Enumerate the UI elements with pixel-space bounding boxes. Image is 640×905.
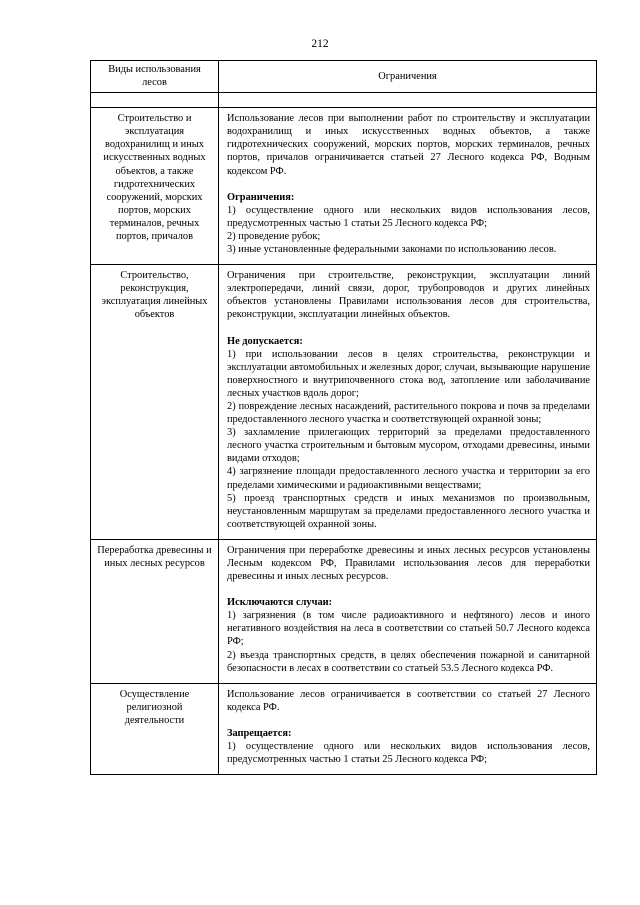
restriction-title: Исключаются случаи:	[227, 597, 333, 609]
restriction-item: 1) осуществление одного или нескольких видов использования лесов, предусмотренных частью 1 статьи 25 Лесного кодекса РФ;	[227, 741, 590, 766]
table-row	[91, 265, 597, 540]
use-type-cell: Переработка древесины и иных лесных ресурсов	[91, 539, 219, 683]
restriction-item: 5) проезд транспортных средств и иных механизмов по произвольным, неустановленным маршрутам за пределами предоставленного лесного участка и соответствующей охранной зоны.	[227, 492, 590, 530]
restrictions-cell	[219, 539, 597, 683]
use-type-cell: Строительство и эксплуатация водохранилищ и иных искусственных водных объектов, а также гидротехнических сооружений, морских портов, морских терминалов, речных портов, причалов	[91, 108, 219, 265]
table-row	[91, 683, 597, 774]
restriction-intro: Ограничения при переработке древесины и иных лесных ресурсов установлены Лесным кодексом РФ, Правилами использования лесов для переработки древесины и иных лесных ресурсов.	[227, 544, 590, 583]
restriction-item: 3) захламление прилегающих территорий за пределами предоставленного лесного участка строительным и бытовым мусором, отходами древесины, иными видами отходов;	[227, 427, 590, 465]
restriction-item: 1) осуществление одного или нескольких видов использования лесов, предусмотренных частью 1 статьи 25 Лесного кодекса РФ;	[227, 204, 590, 229]
use-type-cell: Осуществление религиозной деятельности	[91, 683, 219, 774]
restriction-title: Ограничения:	[227, 191, 295, 203]
table-row	[91, 539, 597, 683]
restrictions-cell	[219, 683, 597, 774]
restriction-item: 4) загрязнение площади предоставленного лесного участка и территории за его пределами химическими и радиоактивными веществами;	[227, 466, 590, 491]
restriction-item: 1) загрязнения (в том числе радиоактивного и нефтяного) лесов и иного негативного воздействия на леса в соответствии со статьей 50.7 Лесного кодекса РФ;	[227, 610, 590, 648]
empty-cell	[219, 93, 597, 108]
page-number: 212	[311, 38, 329, 50]
header-forest-use-types: Виды использования лесов	[91, 61, 219, 93]
restriction-item: 2) въезда транспортных средств, в целях обеспечения пожарной и санитарной безопасности в лесах в соответствии со статьей 53.5 Лесного кодекса РФ.	[227, 649, 590, 674]
restriction-item: 1) при использовании лесов в целях строительства, реконструкции и эксплуатации автомобильных и железных дорог, случаи, вызывающие нарушение поверхностного и внутрипочвенного стока вод, затопление или заболачивание лесных участков вдоль дорог;	[227, 348, 590, 399]
use-type-cell: Строительство, реконструкция, эксплуатация линейных объектов	[91, 265, 219, 540]
restrictions-table	[90, 60, 597, 775]
empty-row	[91, 93, 597, 108]
restriction-item: 3) иные установленные федеральными законами по использованию лесов.	[227, 244, 557, 256]
restriction-intro: Использование лесов при выполнении работ по строительству и эксплуатации водохранилищ и иных искусственных водных объектов, а также гидротехнических сооружений, морских портов, морских терминалов, речных портов, причалов ограничивается статьей 27 Лесного кодекса РФ, Водным кодексом РФ.	[227, 113, 590, 177]
table-header-row	[91, 61, 597, 93]
restrictions-cell	[219, 265, 597, 540]
restriction-intro: Использование лесов ограничивается в соответствии со статьей 27 Лесного кодекса РФ.	[227, 688, 590, 713]
restrictions-cell	[219, 108, 597, 265]
restriction-title: Не допускается:	[227, 335, 303, 347]
table-row	[91, 108, 597, 265]
restriction-intro: Ограничения при строительстве, реконструкции, эксплуатации линий электропередачи, линий связи, дорог, трубопроводов и других линейных объектов установлены Правилами использования лесов для строительства, реконструкции, эксплуатации линейных объектов.	[227, 270, 590, 321]
header-restrictions: Ограничения	[219, 61, 597, 93]
restriction-item: 2) повреждение лесных насаждений, растительного покрова и почв за пределами предоставленного лесного участка и соответствующей охранной зоны;	[227, 400, 590, 426]
restriction-title: Запрещается:	[227, 727, 292, 739]
empty-cell	[91, 93, 219, 108]
restriction-item: 2) проведение рубок;	[227, 230, 321, 242]
